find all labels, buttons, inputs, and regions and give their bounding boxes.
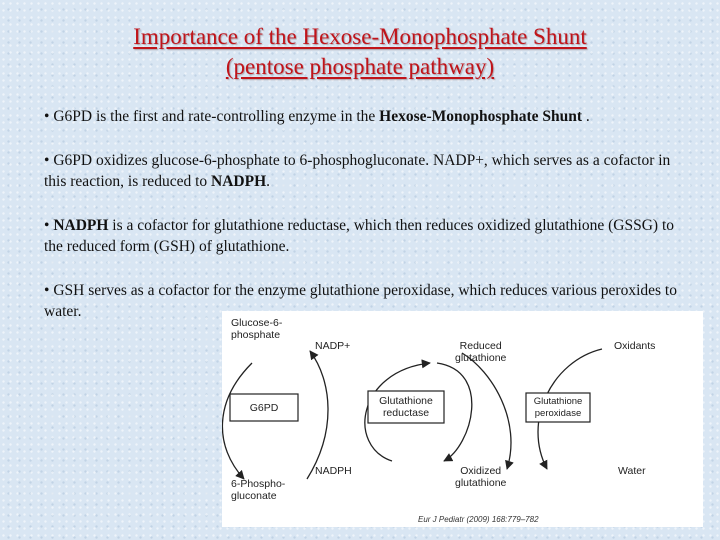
g6pd-label: G6PD bbox=[249, 402, 279, 414]
water-label: Water bbox=[618, 465, 646, 477]
oxidized-glutathione-label: Oxidized glutathione bbox=[455, 465, 507, 489]
bullet-item bbox=[44, 215, 694, 257]
bullet-marker: • bbox=[44, 152, 50, 169]
bullet-marker: • bbox=[44, 282, 50, 299]
oxidants-label: Oxidants bbox=[614, 340, 656, 352]
bullet-text: is a cofactor for glutathione reductase, which then reduces oxidized glutathione (GSSG) to the reduced form (GSH) of glutathione. bbox=[44, 217, 674, 255]
bullet-bold-text: NADPH bbox=[211, 173, 267, 190]
bullet-text: . bbox=[266, 173, 270, 190]
bullet-item bbox=[44, 106, 694, 127]
peroxidase-arc-left bbox=[462, 353, 511, 469]
title-line-1: Importance of the Hexose-Monophosphate Shunt bbox=[133, 24, 587, 49]
bullet-marker: • bbox=[44, 217, 50, 234]
slide-title bbox=[0, 22, 720, 82]
bullet-text: G6PD is the first and rate-controlling enzyme in the bbox=[49, 108, 380, 125]
pathway-diagram bbox=[222, 311, 703, 527]
bullet-text: GSH serves as a cofactor for the enzyme glutathione peroxidase, which reduces various peroxides to water. bbox=[44, 282, 677, 320]
glutathione-reductase-label: Glutathione reductase bbox=[379, 395, 433, 419]
title-line-2: (pentose phosphate pathway) bbox=[225, 54, 495, 79]
citation-text: Eur J Pediatr (2009) 168:779–782 bbox=[418, 515, 539, 524]
glucose-6-phosphate-label: Glucose-6- phosphate bbox=[231, 317, 283, 341]
6-phosphogluconate-label: 6-Phospho- gluconate bbox=[231, 478, 286, 502]
bullet-bold-text: Hexose-Monophosphate Shunt bbox=[379, 108, 583, 125]
bullet-list bbox=[44, 106, 694, 345]
reduced-glutathione-label: Reduced glutathione bbox=[455, 340, 507, 364]
glutathione-peroxidase-label: Glutathione peroxidase bbox=[533, 396, 583, 419]
bullet-marker: • bbox=[44, 108, 50, 125]
nadp-plus-label: NADP+ bbox=[315, 340, 351, 352]
nadph-label: NADPH bbox=[315, 465, 352, 477]
bullet-bold-text: NADPH bbox=[53, 217, 109, 234]
bullet-item bbox=[44, 150, 694, 192]
g6pd-arc-right bbox=[307, 351, 328, 479]
bullet-text: . bbox=[582, 108, 590, 125]
bullet-text: G6PD oxidizes glucose-6-phosphate to 6-phosphogluconate. NADP+, which serves as a cofactor in this reaction, is reduced to bbox=[44, 152, 671, 190]
